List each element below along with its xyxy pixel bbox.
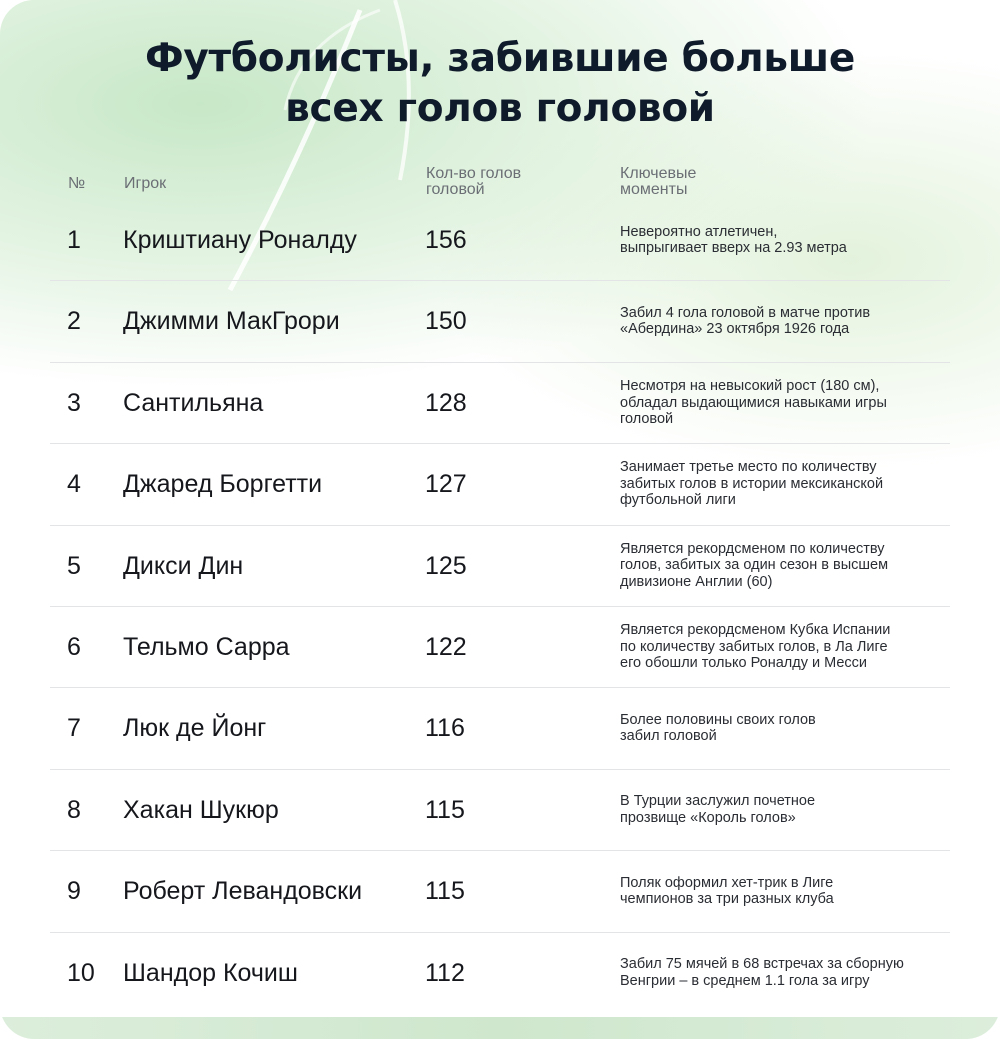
row-player-name: Дикси Дин	[123, 551, 244, 580]
players-table	[50, 200, 950, 1013]
table-row	[50, 688, 950, 769]
table-row	[50, 363, 950, 444]
header-player: Игрок	[124, 175, 167, 192]
row-rank: 3	[67, 388, 81, 417]
row-rank: 5	[67, 551, 81, 580]
row-player-name: Сантильяна	[123, 388, 264, 417]
row-rank: 8	[67, 795, 81, 824]
row-header-goals: 112	[425, 958, 465, 987]
row-player-name: Джаред Боргетти	[123, 470, 323, 499]
row-header-goals: 128	[425, 388, 467, 417]
row-key-moment: Более половины своих голов забил головой	[620, 711, 816, 745]
row-key-moment: Невероятно атлетичен, выпрыгивает вверх на 2.93 метра	[620, 223, 847, 256]
row-header-goals: 127	[425, 470, 467, 499]
table-row	[50, 526, 950, 607]
table-row	[50, 770, 950, 851]
row-player-name: Джимми МакГрори	[123, 307, 340, 336]
row-key-moment: В Турции заслужил почетное прозвище «Король голов»	[620, 793, 816, 826]
row-key-moment: Поляк оформил хет-трик в Лиге чемпионов за три разных клуба	[620, 874, 834, 908]
row-rank: 10	[67, 958, 95, 987]
header-number: №	[68, 175, 86, 192]
row-header-goals: 150	[425, 307, 467, 336]
row-key-moment: Занимает третье место по количеству забитых голов в истории мексиканской футбольной лиги	[620, 459, 884, 509]
row-player-name: Тельмо Сарра	[123, 632, 290, 661]
row-header-goals: 116	[425, 714, 465, 743]
row-key-moment: Является рекордсменом по количеству голов, забитых за один сезон в высшем дивизионе Англии (60)	[620, 540, 889, 590]
row-header-goals: 122	[425, 632, 467, 661]
row-player-name: Криштиану Роналду	[123, 226, 357, 254]
table-row	[50, 933, 950, 1013]
table-row	[50, 607, 950, 688]
row-rank: 9	[67, 877, 81, 906]
row-rank: 2	[67, 307, 81, 336]
row-key-moment: Несмотря на невысокий рост (180 см), обладал выдающимися навыками игры головой	[620, 378, 887, 428]
row-key-moment: Забил 4 гола головой в матче против «Абердина» 23 октября 1926 года	[620, 304, 871, 338]
header-moments: Ключевые моменты	[620, 165, 697, 198]
row-header-goals: 156	[425, 226, 467, 254]
row-rank: 1	[67, 226, 81, 254]
row-player-name: Хакан Шукюр	[123, 795, 279, 824]
row-player-name: Роберт Левандовски	[123, 877, 363, 906]
table-row	[50, 851, 950, 932]
row-player-name: Шандор Кочиш	[123, 958, 298, 987]
table-row	[50, 281, 950, 362]
title-line-2: всех голов головой	[285, 86, 715, 131]
row-header-goals: 125	[425, 551, 467, 580]
table-row	[50, 444, 950, 525]
row-key-moment: Забил 75 мячей в 68 встречах за сборную Венгрии – в среднем 1.1 гола за игру	[620, 956, 904, 989]
title-line-1: Футболисты, забившие больше	[144, 36, 855, 81]
row-rank: 6	[67, 632, 81, 661]
bottom-decor-band	[0, 1017, 1000, 1039]
row-rank: 7	[67, 714, 81, 743]
row-header-goals: 115	[425, 877, 465, 906]
page-title	[0, 34, 1000, 134]
row-key-moment: Является рекордсменом Кубка Испании по количеству забитых голов, в Ла Лиге его обошли только Роналду и Месси	[620, 622, 891, 672]
header-goals: Кол-во голов головой	[426, 165, 522, 198]
row-rank: 4	[67, 470, 81, 499]
row-player-name: Люк де Йонг	[123, 714, 267, 743]
table-row	[50, 200, 950, 281]
row-header-goals: 115	[425, 795, 465, 824]
